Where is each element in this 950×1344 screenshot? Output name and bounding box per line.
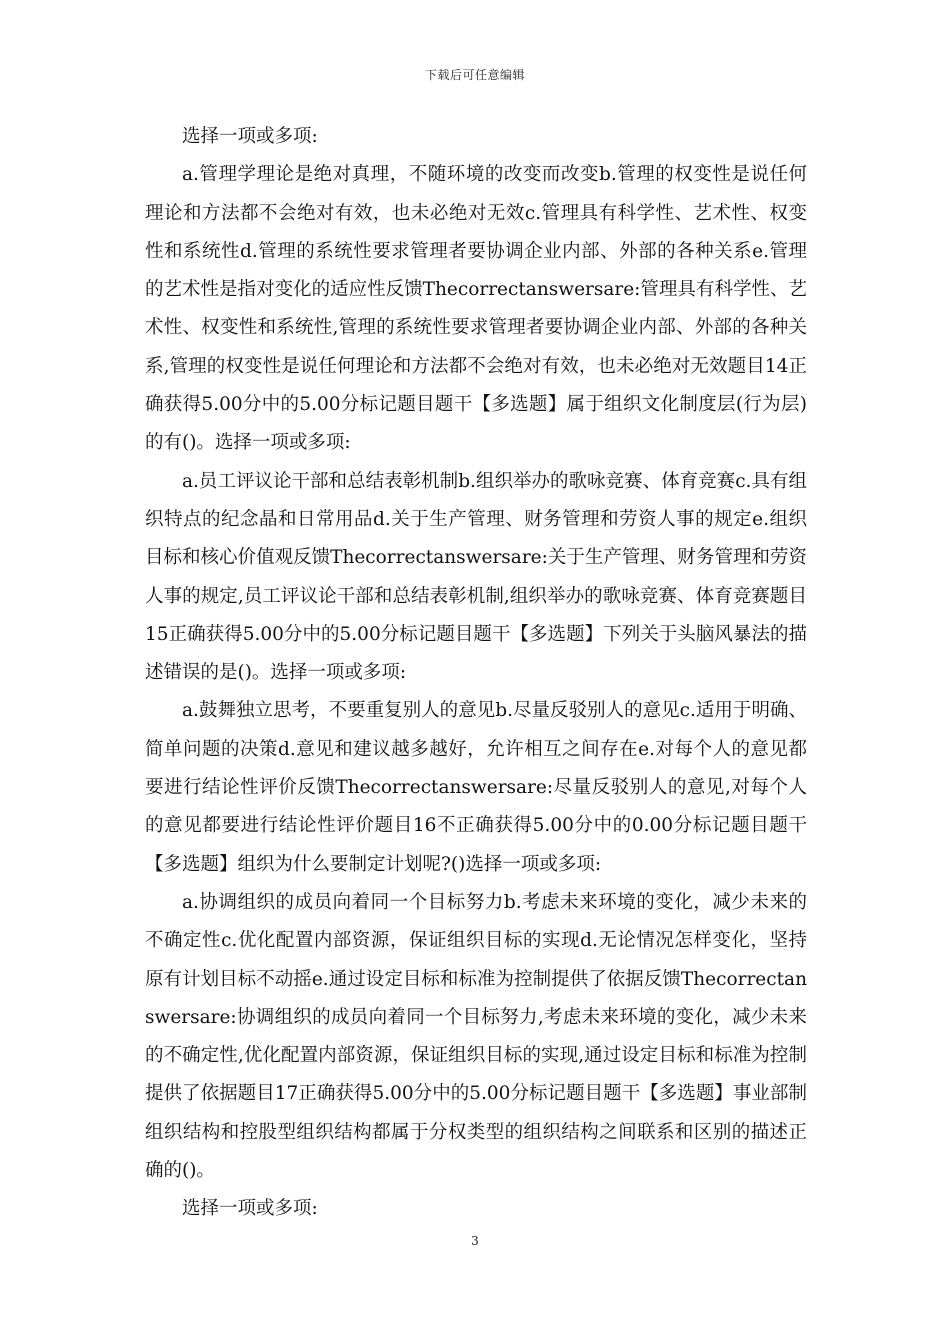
paragraph: a.员工评议论干部和总结表彰机制b.组织举办的歌咏竞赛、体育竞赛c.具有组织特点的纪念晶和日常用品d.关于生产管理、财务管理和劳资人事的规定e.组织目标和核心价值观反馈Thecorrectanswersare:关于生产管理、财务管理和劳资人事的规定,员工评议论干部和总结表彰机制,组织举办的歌咏竞赛、体育竞赛题目15正确获得5.00分中的5.00分标记题目题干【多选题】下列关于头脑风暴法的描述错误的是()。选择一项或多项:: [145, 470, 807, 684]
paragraph: a.管理学理论是绝对真理，不随环境的改变而改变b.管理的权变性是说任何理论和方法都不会绝对有效，也未必绝对无效c.管理具有科学性、艺术性、权变性和系统性d.管理的系统性要求管理者要协调企业内部、外部的各种关系e.管理的艺术性是指对变化的适应性反馈Thecorrectanswersare:管理具有科学性、艺术性、权变性和系统性,管理的系统性要求管理者要协调企业内部、外部的各种关系,管理的权变性是说任何理论和方法都不会绝对有效，也未必绝对无效题目14正确获得5.00分中的5.00分标记题目题干【多选题】属于组织文化制度层(行为层)的有()。选择一项或多项:: [145, 164, 807, 454]
page-header: 下载后可任意编辑: [424, 68, 525, 82]
page-number: 3: [471, 1234, 479, 1248]
paragraph: 选择一项或多项:: [182, 1198, 318, 1220]
paragraph: 选择一项或多项:: [182, 126, 318, 147]
document-body: [145, 118, 807, 1229]
paragraph: a.协调组织的成员向着同一个目标努力b.考虑未来环境的变化，减少未来的不确定性c.优化配置内部资源，保证组织目标的实现d.无论情况怎样变化，坚持原有计划目标不动摇e.通过设定目标和标准为控制提供了依据反馈Thecorrectanswersare:协调组织的成员向着同一个目标努力,考虑未来环境的变化，减少未来的不确定性,优化配置内部资源，保证组织目标的实现,通过设定目标和标准为控制提供了依据题目17正确获得5.00分中的5.00分标记题目题干【多选题】事业部制组织结构和控股型组织结构都属于分权类型的组织结构之间联系和区别的描述正确的()。: [145, 891, 807, 1182]
paragraph: a.鼓舞独立思考，不要重复别人的意见b.尽量反驳别人的意见c.适用于明确、简单问题的决策d.意见和建议越多越好，允许相互之间存在e.对每个人的意见都要进行结论性评价反馈Thecorrectanswersare:尽量反驳别人的意见,对每个人的意见都要进行结论性评价题目16不正确获得5.00分中的0.00分标记题目题干【多选题】组织为什么要制定计划呢?()选择一项或多项:: [145, 700, 807, 875]
